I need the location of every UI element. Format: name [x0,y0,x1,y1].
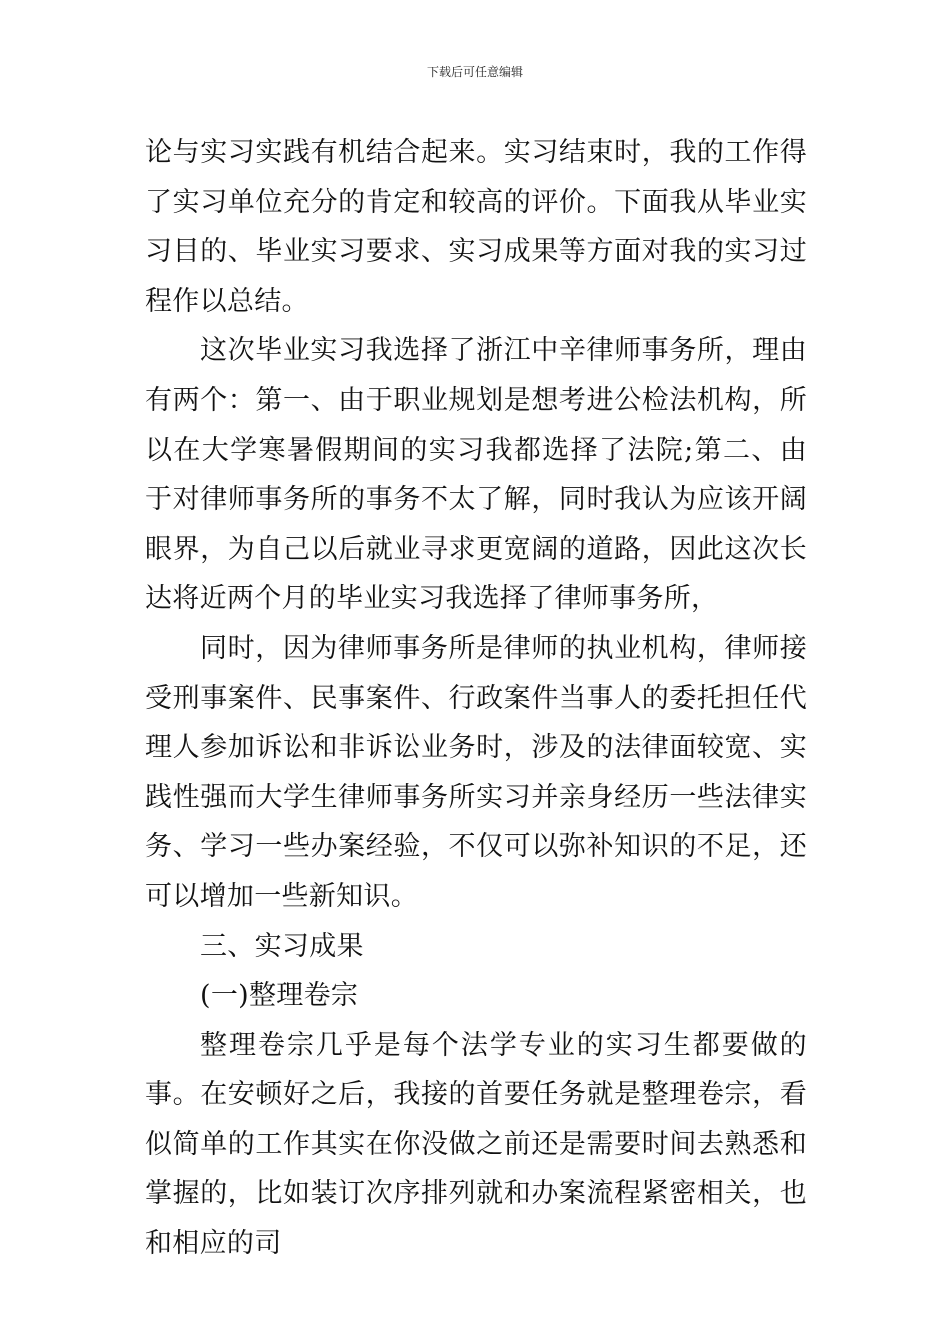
subsection-heading: (一)整理卷宗 [200,980,359,1012]
paragraph-continuation: 论与实习实践有机结合起来。实习结束时，我的工作得了实习单位充分的肯定和较高的评价。下面我从毕业实习目的、毕业实习要求、实习成果等方面对我的实习过程作以总结。 [145,137,807,317]
paragraph-organize-files: 整理卷宗几乎是每个法学专业的实习生都要做的事。在安顿好之后，我接的首要任务就是整理卷宗，看似简单的工作其实在你没做之前还是需要时间去熟悉和掌握的，比如装订次序排列就和办案流程紧密相关，也和相应的司 [145,1029,807,1260]
section-heading: 三、实习成果 [200,930,364,962]
document-body [145,128,807,1269]
paragraph-law-firm-reason: 同时，因为律师事务所是律师的执业机构，律师接受刑事案件、民事案件、行政案件当事人的委托担任代理人参加诉讼和非诉讼业务时，涉及的法律面较宽、实践性强而大学生律师事务所实习并亲身经历一些法律实务、学习一些办案经验，不仅可以弥补知识的不足，还可以增加一些新知识。 [145,632,807,912]
paragraph-internship-choice: 这次毕业实习我选择了浙江中辛律师事务所，理由有两个：第一、由于职业规划是想考进公检法机构，所以在大学寒暑假期间的实习我都选择了法院;第二、由于对律师事务所的事务不太了解，同时我认为应该开阔眼界，为自己以后就业寻求更宽阔的道路，因此这次长达将近两个月的毕业实习我选择了律师事务所， [145,335,807,615]
header-note: 下载后可任意编辑 [426,65,523,79]
